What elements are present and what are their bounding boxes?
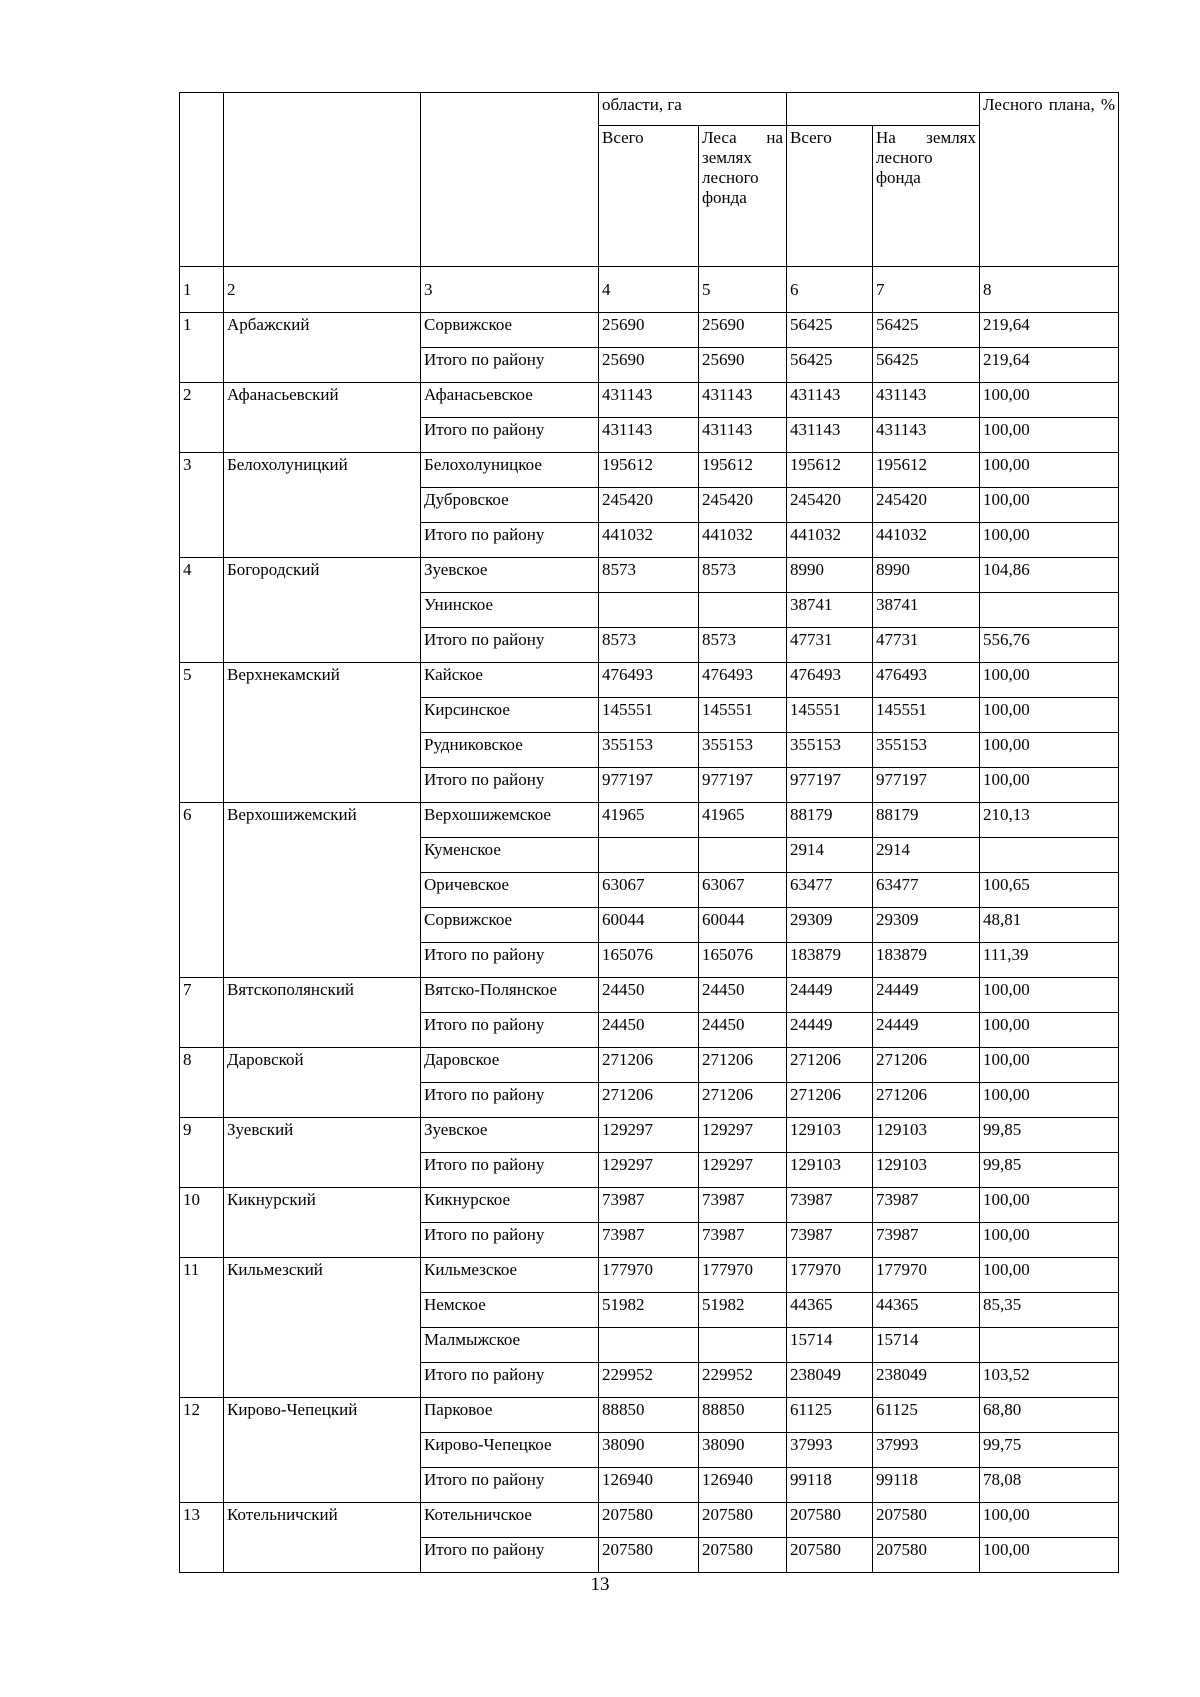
plan-total-cell: 15714 xyxy=(787,1328,873,1363)
plan-total-cell: 431143 xyxy=(787,383,873,418)
district-name: Белохолуницкий xyxy=(224,453,421,558)
percent-cell: 100,65 xyxy=(980,873,1119,908)
plan-total-cell: 207580 xyxy=(787,1503,873,1538)
plan-total-cell: 238049 xyxy=(787,1363,873,1398)
percent-cell: 100,00 xyxy=(980,663,1119,698)
column-number-row xyxy=(180,267,1119,313)
forestry-cell: Итого по району xyxy=(421,1538,599,1573)
district-name: Верхошижемский xyxy=(224,803,421,978)
district-name: Верхнекамский xyxy=(224,663,421,803)
plan-fund-cell: 38741 xyxy=(873,593,980,628)
forestry-cell: Итого по району xyxy=(421,768,599,803)
percent-cell: 100,00 xyxy=(980,1223,1119,1258)
plan-fund-cell: 129103 xyxy=(873,1153,980,1188)
percent-cell: 104,86 xyxy=(980,558,1119,593)
total-area-cell: 441032 xyxy=(599,523,699,558)
forest-area-cell: 129297 xyxy=(699,1118,787,1153)
percent-cell: 103,52 xyxy=(980,1363,1119,1398)
forestry-cell: Кикнурское xyxy=(421,1188,599,1223)
plan-fund-cell: 245420 xyxy=(873,488,980,523)
total-area-cell: 207580 xyxy=(599,1503,699,1538)
plan-total-cell: 24449 xyxy=(787,978,873,1013)
total-area-cell: 431143 xyxy=(599,383,699,418)
percent-cell: 100,00 xyxy=(980,978,1119,1013)
district-number: 8 xyxy=(180,1048,224,1118)
percent-cell: 100,00 xyxy=(980,453,1119,488)
forest-area-cell: 177970 xyxy=(699,1258,787,1293)
table-row xyxy=(180,558,1119,593)
column-number: 7 xyxy=(873,267,980,313)
forest-area-cell: 24450 xyxy=(699,978,787,1013)
total-area-cell: 195612 xyxy=(599,453,699,488)
header-col6-7-group xyxy=(787,93,980,126)
forest-area-cell xyxy=(699,1328,787,1363)
plan-total-cell: 73987 xyxy=(787,1223,873,1258)
total-area-cell: 129297 xyxy=(599,1118,699,1153)
district-number: 6 xyxy=(180,803,224,978)
forest-area-cell: 207580 xyxy=(699,1538,787,1573)
total-area-cell: 207580 xyxy=(599,1538,699,1573)
forest-area-cell: 271206 xyxy=(699,1048,787,1083)
plan-fund-cell: 61125 xyxy=(873,1398,980,1433)
plan-total-cell: 195612 xyxy=(787,453,873,488)
percent-cell: 99,85 xyxy=(980,1118,1119,1153)
total-area-cell xyxy=(599,838,699,873)
forest-area-cell xyxy=(699,593,787,628)
district-number: 5 xyxy=(180,663,224,803)
percent-cell: 99,85 xyxy=(980,1153,1119,1188)
plan-fund-cell: 207580 xyxy=(873,1503,980,1538)
total-area-cell: 229952 xyxy=(599,1363,699,1398)
district-number: 4 xyxy=(180,558,224,663)
forest-area-cell: 207580 xyxy=(699,1503,787,1538)
forest-area-cell: 126940 xyxy=(699,1468,787,1503)
total-area-cell: 145551 xyxy=(599,698,699,733)
plan-fund-cell: 431143 xyxy=(873,418,980,453)
plan-total-cell: 88179 xyxy=(787,803,873,838)
column-number: 5 xyxy=(699,267,787,313)
total-area-cell: 38090 xyxy=(599,1433,699,1468)
plan-total-cell: 44365 xyxy=(787,1293,873,1328)
percent-cell: 48,81 xyxy=(980,908,1119,943)
forest-area-cell: 441032 xyxy=(699,523,787,558)
total-area-cell: 129297 xyxy=(599,1153,699,1188)
forest-area-cell: 63067 xyxy=(699,873,787,908)
plan-fund-cell: 145551 xyxy=(873,698,980,733)
plan-total-cell: 355153 xyxy=(787,733,873,768)
forest-area-cell: 25690 xyxy=(699,348,787,383)
district-name: Кирово-Чепецкий xyxy=(224,1398,421,1503)
district-number: 3 xyxy=(180,453,224,558)
plan-total-cell: 63477 xyxy=(787,873,873,908)
table-row xyxy=(180,1398,1119,1433)
forestry-cell: Рудниковское xyxy=(421,733,599,768)
forest-area-cell: 245420 xyxy=(699,488,787,523)
forestry-cell: Белохолуницкое xyxy=(421,453,599,488)
plan-total-cell: 47731 xyxy=(787,628,873,663)
total-area-cell: 271206 xyxy=(599,1083,699,1118)
plan-total-cell: 99118 xyxy=(787,1468,873,1503)
plan-fund-cell: 24449 xyxy=(873,1013,980,1048)
forestry-cell: Итого по району xyxy=(421,348,599,383)
percent-cell: 100,00 xyxy=(980,1538,1119,1573)
header-region-area: области, га xyxy=(599,93,787,126)
total-area-cell: 245420 xyxy=(599,488,699,523)
table-row xyxy=(180,803,1119,838)
district-number: 13 xyxy=(180,1503,224,1573)
column-number: 4 xyxy=(599,267,699,313)
percent-cell: 78,08 xyxy=(980,1468,1119,1503)
percent-cell: 100,00 xyxy=(980,1188,1119,1223)
forestry-cell: Зуевское xyxy=(421,558,599,593)
plan-fund-cell: 977197 xyxy=(873,768,980,803)
total-area-cell: 8573 xyxy=(599,628,699,663)
forest-area-cell: 271206 xyxy=(699,1083,787,1118)
plan-total-cell: 38741 xyxy=(787,593,873,628)
plan-fund-cell: 2914 xyxy=(873,838,980,873)
plan-fund-cell: 29309 xyxy=(873,908,980,943)
percent-cell: 100,00 xyxy=(980,1083,1119,1118)
forestry-cell: Вятско-Полянское xyxy=(421,978,599,1013)
plan-total-cell: 8990 xyxy=(787,558,873,593)
plan-total-cell: 24449 xyxy=(787,1013,873,1048)
table-row xyxy=(180,453,1119,488)
table-row xyxy=(180,1048,1119,1083)
plan-fund-cell: 271206 xyxy=(873,1048,980,1083)
percent-cell: 100,00 xyxy=(980,1258,1119,1293)
forestry-cell: Итого по району xyxy=(421,1363,599,1398)
plan-fund-cell: 47731 xyxy=(873,628,980,663)
plan-total-cell: 145551 xyxy=(787,698,873,733)
header-on-fund-lands: На землях лесного фонда xyxy=(873,126,980,267)
forestry-cell: Итого по району xyxy=(421,418,599,453)
table-row xyxy=(180,1118,1119,1153)
forest-area-cell: 41965 xyxy=(699,803,787,838)
district-name: Котельничский xyxy=(224,1503,421,1573)
total-area-cell: 8573 xyxy=(599,558,699,593)
header-forest-plan-percent: Лесного плана, % xyxy=(980,93,1119,267)
forest-area-cell: 165076 xyxy=(699,943,787,978)
forestry-cell: Кирсинское xyxy=(421,698,599,733)
district-name: Даровской xyxy=(224,1048,421,1118)
plan-fund-cell: 476493 xyxy=(873,663,980,698)
plan-fund-cell: 44365 xyxy=(873,1293,980,1328)
forest-area-cell xyxy=(699,838,787,873)
district-number: 9 xyxy=(180,1118,224,1188)
forestry-cell: Сорвижское xyxy=(421,908,599,943)
plan-total-cell: 177970 xyxy=(787,1258,873,1293)
total-area-cell: 271206 xyxy=(599,1048,699,1083)
percent-cell: 100,00 xyxy=(980,1013,1119,1048)
plan-total-cell: 441032 xyxy=(787,523,873,558)
forest-area-cell: 195612 xyxy=(699,453,787,488)
forestry-cell: Куменское xyxy=(421,838,599,873)
forestry-cell: Итого по району xyxy=(421,523,599,558)
forestry-cell: Немское xyxy=(421,1293,599,1328)
total-area-cell: 60044 xyxy=(599,908,699,943)
total-area-cell: 51982 xyxy=(599,1293,699,1328)
header-total-4: Всего xyxy=(599,126,699,267)
percent-cell: 556,76 xyxy=(980,628,1119,663)
percent-cell xyxy=(980,838,1119,873)
plan-fund-cell: 37993 xyxy=(873,1433,980,1468)
forest-area-cell: 355153 xyxy=(699,733,787,768)
table-body xyxy=(180,313,1119,1573)
plan-total-cell: 56425 xyxy=(787,348,873,383)
percent-cell xyxy=(980,1328,1119,1363)
district-name: Арбажский xyxy=(224,313,421,383)
forest-area-cell: 8573 xyxy=(699,628,787,663)
column-number: 2 xyxy=(224,267,421,313)
plan-total-cell: 29309 xyxy=(787,908,873,943)
district-number: 12 xyxy=(180,1398,224,1503)
header-col3 xyxy=(421,93,599,267)
plan-total-cell: 245420 xyxy=(787,488,873,523)
plan-fund-cell: 99118 xyxy=(873,1468,980,1503)
forest-area-cell: 73987 xyxy=(699,1188,787,1223)
forestry-cell: Оричевское xyxy=(421,873,599,908)
percent-cell: 100,00 xyxy=(980,488,1119,523)
forestry-cell: Кайское xyxy=(421,663,599,698)
forestry-cell: Сорвижское xyxy=(421,313,599,348)
percent-cell: 219,64 xyxy=(980,348,1119,383)
forestry-cell: Парковое xyxy=(421,1398,599,1433)
forest-area-cell: 60044 xyxy=(699,908,787,943)
district-number: 11 xyxy=(180,1258,224,1398)
forestry-cell: Кирово-Чепецкое xyxy=(421,1433,599,1468)
plan-total-cell: 2914 xyxy=(787,838,873,873)
column-number: 6 xyxy=(787,267,873,313)
table-row xyxy=(180,383,1119,418)
table-row xyxy=(180,1258,1119,1293)
forestry-cell: Верхошижемское xyxy=(421,803,599,838)
plan-total-cell: 271206 xyxy=(787,1048,873,1083)
total-area-cell: 165076 xyxy=(599,943,699,978)
forest-area-cell: 431143 xyxy=(699,418,787,453)
table-row xyxy=(180,1503,1119,1538)
percent-cell: 85,35 xyxy=(980,1293,1119,1328)
plan-fund-cell: 88179 xyxy=(873,803,980,838)
percent-cell: 100,00 xyxy=(980,698,1119,733)
table-row xyxy=(180,313,1119,348)
total-area-cell: 73987 xyxy=(599,1188,699,1223)
forest-area-cell: 431143 xyxy=(699,383,787,418)
forest-area-cell: 38090 xyxy=(699,1433,787,1468)
percent-cell: 210,13 xyxy=(980,803,1119,838)
forestry-cell: Зуевское xyxy=(421,1118,599,1153)
district-name: Кильмезский xyxy=(224,1258,421,1398)
percent-cell: 100,00 xyxy=(980,418,1119,453)
district-number: 7 xyxy=(180,978,224,1048)
plan-total-cell: 476493 xyxy=(787,663,873,698)
total-area-cell: 177970 xyxy=(599,1258,699,1293)
percent-cell: 68,80 xyxy=(980,1398,1119,1433)
table-row xyxy=(180,1188,1119,1223)
plan-fund-cell: 431143 xyxy=(873,383,980,418)
plan-fund-cell: 63477 xyxy=(873,873,980,908)
total-area-cell: 25690 xyxy=(599,313,699,348)
forest-area-cell: 88850 xyxy=(699,1398,787,1433)
plan-fund-cell: 56425 xyxy=(873,313,980,348)
plan-fund-cell: 8990 xyxy=(873,558,980,593)
district-name: Афанасьевский xyxy=(224,383,421,453)
plan-total-cell: 37993 xyxy=(787,1433,873,1468)
forestry-cell: Даровское xyxy=(421,1048,599,1083)
forest-area-cell: 25690 xyxy=(699,313,787,348)
total-area-cell xyxy=(599,1328,699,1363)
plan-fund-cell: 73987 xyxy=(873,1188,980,1223)
forestry-cell: Котельничское xyxy=(421,1503,599,1538)
forestry-cell: Унинское xyxy=(421,593,599,628)
percent-cell: 100,00 xyxy=(980,733,1119,768)
total-area-cell: 355153 xyxy=(599,733,699,768)
total-area-cell: 977197 xyxy=(599,768,699,803)
plan-total-cell: 73987 xyxy=(787,1188,873,1223)
forest-area-cell: 229952 xyxy=(699,1363,787,1398)
forest-area-cell: 977197 xyxy=(699,768,787,803)
forestry-cell: Афанасьевское xyxy=(421,383,599,418)
total-area-cell: 25690 xyxy=(599,348,699,383)
forest-area-cell: 73987 xyxy=(699,1223,787,1258)
plan-fund-cell: 238049 xyxy=(873,1363,980,1398)
plan-total-cell: 271206 xyxy=(787,1083,873,1118)
plan-total-cell: 207580 xyxy=(787,1538,873,1573)
forest-area-cell: 129297 xyxy=(699,1153,787,1188)
column-number: 3 xyxy=(421,267,599,313)
plan-fund-cell: 129103 xyxy=(873,1118,980,1153)
percent-cell: 100,00 xyxy=(980,383,1119,418)
total-area-cell: 24450 xyxy=(599,1013,699,1048)
percent-cell: 100,00 xyxy=(980,1048,1119,1083)
district-name: Зуевский xyxy=(224,1118,421,1188)
header-col1 xyxy=(180,93,224,267)
plan-fund-cell: 271206 xyxy=(873,1083,980,1118)
plan-fund-cell: 24449 xyxy=(873,978,980,1013)
total-area-cell: 88850 xyxy=(599,1398,699,1433)
total-area-cell xyxy=(599,593,699,628)
total-area-cell: 24450 xyxy=(599,978,699,1013)
forestry-cell: Итого по району xyxy=(421,1468,599,1503)
district-name: Кикнурский xyxy=(224,1188,421,1258)
header-total-6: Всего xyxy=(787,126,873,267)
forest-area-cell: 8573 xyxy=(699,558,787,593)
district-name: Богородский xyxy=(224,558,421,663)
plan-total-cell: 431143 xyxy=(787,418,873,453)
header-forest-on-fund-lands: Леса на землях лесного фонда xyxy=(699,126,787,267)
total-area-cell: 431143 xyxy=(599,418,699,453)
plan-total-cell: 977197 xyxy=(787,768,873,803)
table-row xyxy=(180,663,1119,698)
forestry-cell: Итого по району xyxy=(421,1083,599,1118)
percent-cell xyxy=(980,593,1119,628)
forestry-cell: Малмыжское xyxy=(421,1328,599,1363)
plan-fund-cell: 195612 xyxy=(873,453,980,488)
forest-area-table xyxy=(179,92,1119,1573)
forest-area-cell: 24450 xyxy=(699,1013,787,1048)
plan-total-cell: 129103 xyxy=(787,1153,873,1188)
percent-cell: 111,39 xyxy=(980,943,1119,978)
forestry-cell: Итого по району xyxy=(421,628,599,663)
plan-fund-cell: 73987 xyxy=(873,1223,980,1258)
forestry-cell: Итого по району xyxy=(421,1153,599,1188)
plan-fund-cell: 183879 xyxy=(873,943,980,978)
forestry-cell: Дубровское xyxy=(421,488,599,523)
total-area-cell: 476493 xyxy=(599,663,699,698)
percent-cell: 219,64 xyxy=(980,313,1119,348)
column-number: 1 xyxy=(180,267,224,313)
total-area-cell: 63067 xyxy=(599,873,699,908)
plan-fund-cell: 56425 xyxy=(873,348,980,383)
district-number: 10 xyxy=(180,1188,224,1258)
total-area-cell: 41965 xyxy=(599,803,699,838)
forestry-cell: Итого по району xyxy=(421,943,599,978)
percent-cell: 99,75 xyxy=(980,1433,1119,1468)
header-col2 xyxy=(224,93,421,267)
forestry-cell: Кильмезское xyxy=(421,1258,599,1293)
forest-area-cell: 476493 xyxy=(699,663,787,698)
total-area-cell: 73987 xyxy=(599,1223,699,1258)
column-number: 8 xyxy=(980,267,1119,313)
percent-cell: 100,00 xyxy=(980,768,1119,803)
page-number: 13 xyxy=(590,1574,610,1595)
district-number: 2 xyxy=(180,383,224,453)
total-area-cell: 126940 xyxy=(599,1468,699,1503)
plan-fund-cell: 207580 xyxy=(873,1538,980,1573)
plan-fund-cell: 355153 xyxy=(873,733,980,768)
percent-cell: 100,00 xyxy=(980,523,1119,558)
forestry-cell: Итого по району xyxy=(421,1223,599,1258)
percent-cell: 100,00 xyxy=(980,1503,1119,1538)
plan-total-cell: 129103 xyxy=(787,1118,873,1153)
table-row xyxy=(180,978,1119,1013)
plan-fund-cell: 441032 xyxy=(873,523,980,558)
plan-total-cell: 56425 xyxy=(787,313,873,348)
plan-total-cell: 61125 xyxy=(787,1398,873,1433)
forestry-cell: Итого по району xyxy=(421,1013,599,1048)
forest-area-cell: 51982 xyxy=(699,1293,787,1328)
forest-area-cell: 145551 xyxy=(699,698,787,733)
plan-fund-cell: 177970 xyxy=(873,1258,980,1293)
district-name: Вятскополянский xyxy=(224,978,421,1048)
district-number: 1 xyxy=(180,313,224,383)
plan-total-cell: 183879 xyxy=(787,943,873,978)
plan-fund-cell: 15714 xyxy=(873,1328,980,1363)
